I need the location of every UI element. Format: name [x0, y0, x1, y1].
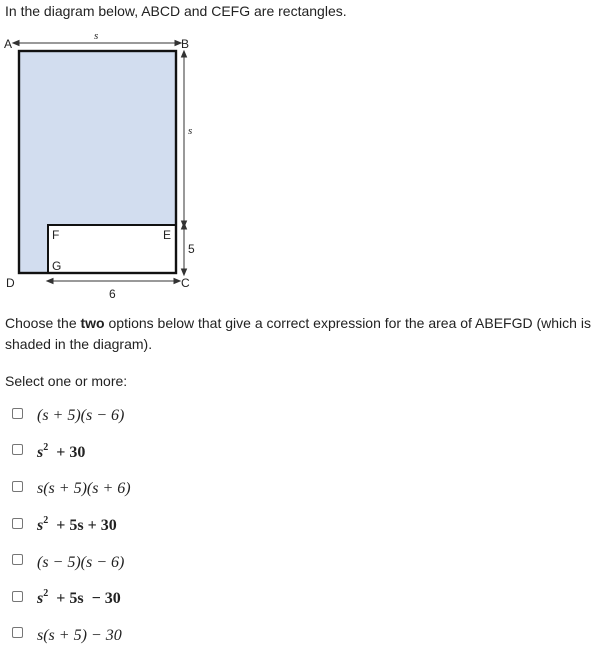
- checkbox-g[interactable]: [12, 627, 23, 638]
- label-point-a: A: [4, 37, 13, 51]
- option-d-rest: + 5s + 30: [48, 517, 117, 535]
- label-point-f: F: [52, 228, 60, 242]
- checkbox-a[interactable]: [12, 408, 23, 419]
- answer-option-c[interactable]: [12, 471, 131, 508]
- question-text: [5, 313, 600, 355]
- answer-option-g[interactable]: [12, 618, 131, 655]
- checkbox-e[interactable]: [12, 554, 23, 565]
- answer-option-a[interactable]: [12, 398, 131, 435]
- label-point-e: E: [163, 228, 172, 242]
- dimension-right-upper-arrow: [182, 51, 187, 227]
- label-dim-right-upper: s: [188, 125, 193, 137]
- label-point-g: G: [52, 259, 62, 273]
- checkbox-f[interactable]: [12, 591, 23, 602]
- option-a-text: (s + 5)(s − 6): [37, 407, 125, 425]
- option-b-text: [37, 441, 86, 462]
- option-c-text: s(s + 5)(s + 6): [37, 480, 131, 498]
- label-dim-right-lower: 5: [188, 242, 195, 256]
- rectangle-diagram: [0, 26, 220, 306]
- dimension-right-lower-arrow: [182, 223, 187, 275]
- label-point-d: D: [6, 276, 15, 290]
- select-label: Select one or more:: [5, 373, 128, 389]
- option-g-text: s(s + 5) − 30: [37, 626, 122, 644]
- option-e-text: (s − 5)(s − 6): [37, 553, 125, 571]
- option-f-rest: + 5s − 30: [48, 590, 121, 608]
- question-before: Choose the: [5, 315, 81, 331]
- option-f-base: s: [37, 590, 44, 608]
- checkbox-c[interactable]: [12, 481, 23, 492]
- intro-text: In the diagram below, ABCD and CEFG are rectangles.: [5, 3, 347, 19]
- dimension-bottom-arrow: [47, 279, 180, 284]
- option-b-rest: + 30: [48, 443, 86, 461]
- option-d-exp: 2: [43, 515, 49, 527]
- answer-option-f[interactable]: [12, 581, 131, 618]
- checkbox-d[interactable]: [12, 518, 23, 529]
- option-d-text: [37, 517, 117, 535]
- label-point-c: C: [181, 276, 190, 290]
- question-after: options below that give a correct expression for the area of ABEFGD (which is shaded in the diagram).: [5, 315, 591, 352]
- checkbox-b[interactable]: [12, 444, 23, 455]
- shaded-region: [19, 51, 176, 273]
- option-b-exp: 2: [43, 441, 49, 453]
- label-dim-top: s: [94, 30, 99, 42]
- answer-options: [12, 398, 131, 654]
- answer-option-d[interactable]: [12, 508, 131, 545]
- option-b-base: s: [37, 443, 44, 461]
- option-f-exp: 2: [43, 588, 49, 600]
- option-d-base: s: [37, 517, 44, 535]
- option-f-text: [37, 590, 121, 608]
- question-emphasis: two: [80, 315, 105, 331]
- rectangle-cefg: [48, 225, 176, 273]
- answer-option-b[interactable]: [12, 435, 131, 472]
- answer-option-e[interactable]: [12, 544, 131, 581]
- label-dim-bottom: 6: [109, 287, 116, 301]
- label-point-b: B: [181, 37, 190, 51]
